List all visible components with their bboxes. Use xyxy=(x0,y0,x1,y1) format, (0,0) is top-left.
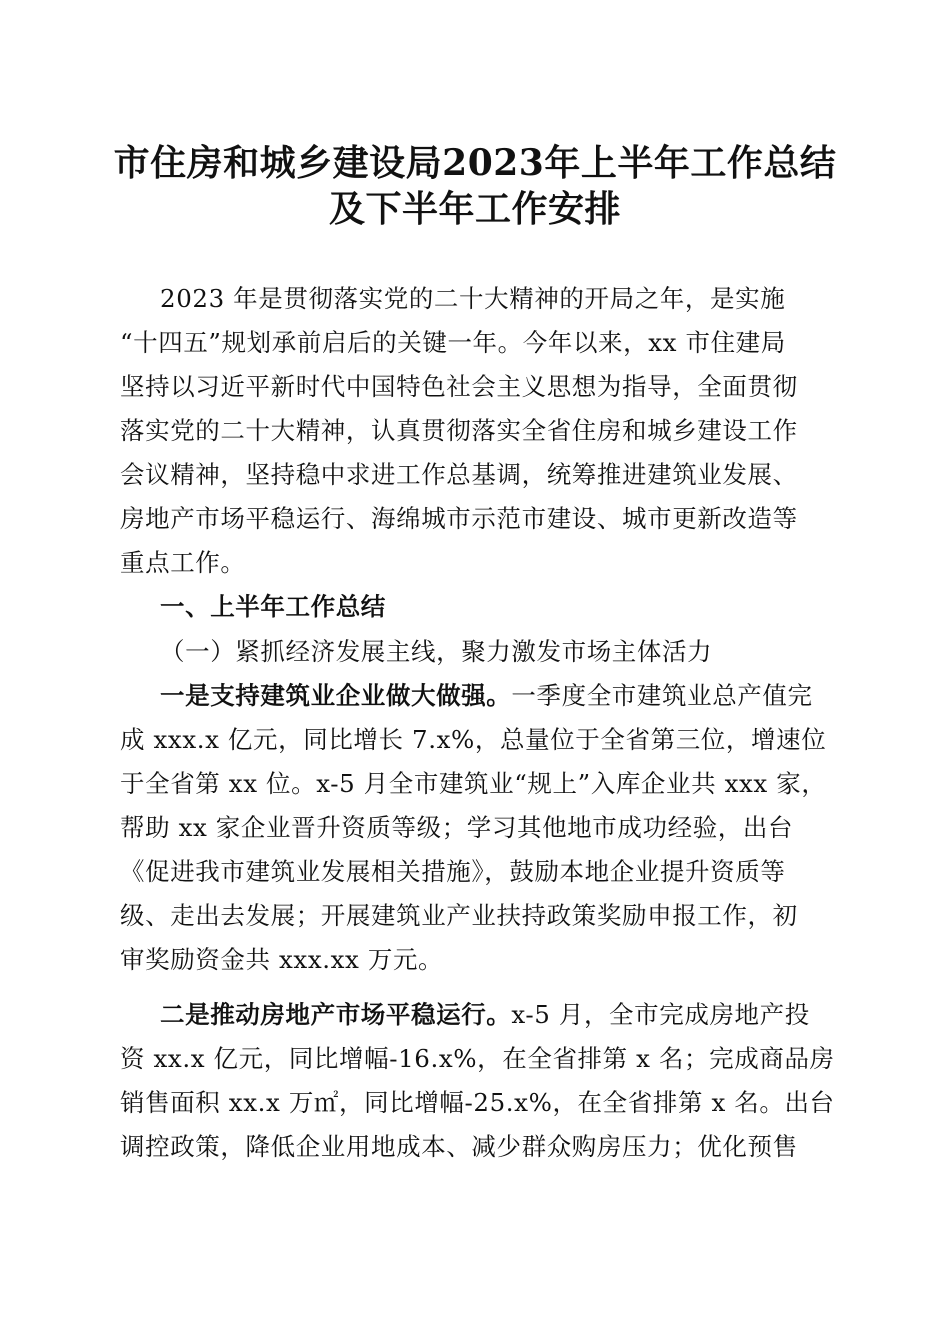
subsection-heading: （一）紧抓经济发展主线，聚力激发市场主体活力 xyxy=(160,637,713,666)
paragraph-line xyxy=(160,999,810,1031)
paragraph-line: 调控政策，降低企业用地成本、减少群众购房压力；优化预售 xyxy=(120,1132,798,1161)
paragraph-line: 资 xx.x 亿元，同比增幅-16.x%，在全省排第 x 名；完成商品房 xyxy=(120,1044,835,1073)
intro-line: 2023 年是贯彻落实党的二十大精神的开局之年，是实施 xyxy=(160,284,786,313)
intro-line: 坚持以习近平新时代中国特色社会主义思想为指导，全面贯彻 xyxy=(120,372,798,401)
paragraph-text: x-5 月，全市完成房地产投 xyxy=(511,1000,810,1029)
paragraph-line: 审奖励资金共 xxx.xx 万元。 xyxy=(120,945,444,974)
document-title-line-2: 及下半年工作安排 xyxy=(328,188,621,230)
section-heading: 一、上半年工作总结 xyxy=(160,592,386,621)
intro-line: 重点工作。 xyxy=(120,548,246,577)
paragraph-line: 于全省第 xx 位。x-5 月全市建筑业“规上”入库企业共 xxx 家， xyxy=(120,769,827,798)
paragraph-line: 级、走出去发展；开展建筑业产业扶持政策奖励申报工作，初 xyxy=(120,901,798,930)
paragraph-line: 成 xxx.x 亿元，同比增长 7.x%，总量位于全省第三位，增速位 xyxy=(120,725,827,754)
paragraph-line: 销售面积 xx.x 万㎡，同比增幅-25.x%，在全省排第 x 名。出台 xyxy=(120,1088,835,1117)
paragraph-line xyxy=(160,680,813,712)
intro-line: 房地产市场平稳运行、海绵城市示范市建设、城市更新改造等 xyxy=(120,504,798,533)
document-title-line-1: 市住房和城乡建设局2023年上半年工作总结 xyxy=(113,142,837,184)
paragraph-text: 一季度全市建筑业总产值完 xyxy=(511,681,813,710)
paragraph-lead: 一是支持建筑业企业做大做强。 xyxy=(160,681,512,710)
intro-line: 会议精神，坚持稳中求进工作总基调，统筹推进建筑业发展、 xyxy=(120,460,798,489)
paragraph-lead: 二是推动房地产市场平稳运行。 xyxy=(160,1000,512,1029)
paragraph-line: 《促进我市建筑业发展相关措施》，鼓励本地企业提升资质等 xyxy=(120,857,786,886)
paragraph-line: 帮助 xx 家企业晋升资质等级；学习其他地市成功经验，出台 xyxy=(120,813,794,842)
intro-line: “十四五”规划承前启后的关键一年。今年以来，xx 市住建局 xyxy=(120,328,786,357)
intro-line: 落实党的二十大精神，认真贯彻落实全省住房和城乡建设工作 xyxy=(120,416,798,445)
